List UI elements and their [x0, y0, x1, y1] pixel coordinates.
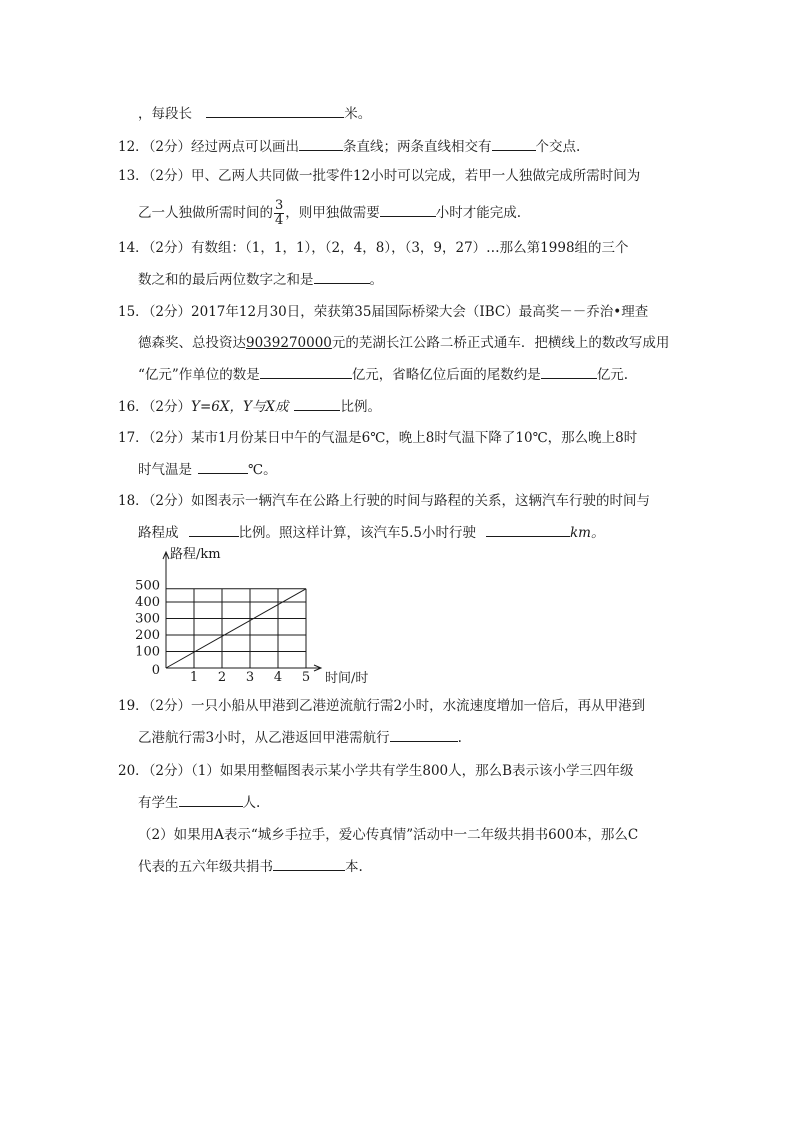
q18-text: 如图表示一辆汽车在公路上行驶的时间与路程的关系，这辆汽车行驶的时间与	[191, 493, 651, 509]
series-line	[166, 589, 306, 668]
q20-text-5: 代表的五六年级共捐书	[138, 859, 273, 875]
q11-answer-blank[interactable]	[206, 103, 344, 118]
q20-text: （1）如果用整幅图表示某小学共有学生800人，那么B表示该小学三四年级	[191, 763, 634, 779]
q20-text-4: （2）如果用A表示“城乡手拉手，爱心传真情”活动中一二年级共捐书600本，那么C	[138, 827, 639, 843]
question-15	[118, 302, 648, 322]
q20-line-3	[138, 825, 638, 845]
fraction-denominator: 4	[275, 213, 284, 228]
y-axis-label: 路程/km	[170, 547, 221, 562]
q12-text-2: 条直线；两条直线相交有	[343, 139, 492, 155]
q19-text-3: .	[457, 730, 462, 746]
y-tick-label: 400	[135, 595, 160, 610]
q18-score: （2分）	[148, 493, 192, 509]
q15-text-5: 亿元，省略亿位后面的尾数约是	[351, 367, 541, 383]
q14-score: （2分）	[148, 240, 192, 256]
q15-text-2: 德森奖、总投资达	[138, 335, 246, 351]
q15-blank-2[interactable]	[541, 364, 597, 379]
q18-text-3: 比例。照这样计算，该汽车5.5小时行驶	[238, 525, 476, 541]
q17-blank[interactable]	[198, 459, 248, 474]
q16-score: （2分）	[148, 399, 192, 415]
q14-text-2: 数之和的最后两位数字之和是	[138, 272, 314, 288]
q15-text: 2017年12月30日，荣获第35届国际桥梁大会（IBC）最高奖－－乔治•理查	[191, 304, 649, 320]
y-tick-label: 500	[135, 578, 160, 594]
question-19	[118, 696, 645, 716]
q12-text: 经过两点可以画出	[191, 139, 300, 155]
y-tick-label: 100	[135, 644, 160, 660]
q19-text-2: 乙港航行需3小时，从乙港返回甲港需航行	[138, 730, 390, 746]
q12-text-3: 个交点.	[535, 139, 581, 155]
question-12	[118, 136, 580, 157]
q18-unit: km。	[569, 525, 605, 541]
q20-blank-1[interactable]	[179, 792, 243, 807]
q17-text-3: ℃。	[248, 462, 277, 478]
q15-text-6: 亿元.	[596, 367, 629, 383]
q14-line-2	[138, 269, 383, 290]
question-20	[118, 761, 634, 781]
q17-score: （2分）	[148, 430, 192, 446]
x-tick-label: 3	[245, 670, 255, 685]
q20-text-6: 本.	[345, 859, 363, 875]
fraction-numerator: 3	[275, 198, 284, 213]
q16-number: 16．	[118, 399, 149, 415]
chart-ticks	[135, 579, 310, 686]
chart-axes	[163, 552, 321, 671]
q20-blank-2[interactable]	[273, 856, 345, 871]
q13-line-2	[138, 198, 521, 228]
q13-score: （2分）	[148, 168, 192, 184]
q11-unit: 米。	[344, 106, 372, 122]
q18-blank-1[interactable]	[189, 522, 239, 537]
q11-text: ，每段长	[138, 106, 192, 122]
q13-text: 甲、乙两人共同做一批零件12小时可以完成，若甲一人独做完成所需时间为	[191, 168, 641, 184]
q16-blank[interactable]	[294, 396, 340, 411]
fraction-three-quarters	[274, 199, 284, 228]
x-tick-label: 2	[217, 670, 227, 685]
q20-line-4	[138, 856, 363, 877]
q14-number: 14．	[118, 240, 149, 256]
q15-number: 15．	[118, 304, 149, 320]
q11-line	[138, 103, 371, 124]
q19-number: 19．	[118, 698, 149, 714]
q16-text-2: 比例。	[340, 399, 381, 415]
x-axis-label: 时间/时	[325, 671, 369, 685]
chart-series	[166, 589, 306, 668]
x-tick-label: 5	[301, 670, 311, 685]
q20-line-2	[138, 792, 260, 813]
q14-text: 有数组：（1，1，1），（2，4，8），（3，9，27）…那么第1998组的三个	[191, 240, 629, 256]
q15-text-4: “亿元”作单位的数是	[138, 367, 260, 383]
q20-number: 20．	[118, 763, 149, 779]
y-tick-label: 300	[135, 611, 160, 627]
q12-blank-1[interactable]	[299, 136, 343, 151]
q12-score: （2分）	[148, 139, 192, 155]
q16-text: Y=6X，Y与X成	[191, 399, 289, 415]
q20-text-2: 有学生	[138, 795, 179, 811]
q13-number: 13．	[118, 168, 149, 184]
question-13	[118, 166, 640, 186]
q17-text-2: 时气温是	[138, 462, 192, 478]
q19-line-2	[138, 727, 462, 748]
q14-blank[interactable]	[314, 269, 370, 284]
q17-number: 17．	[118, 430, 149, 446]
y-tick-label: 200	[135, 628, 160, 643]
q20-text-3: 人.	[242, 795, 261, 811]
distance-time-chart	[130, 545, 390, 685]
y-tick-label: 0	[151, 663, 160, 678]
q19-text: 一只小船从甲港到乙港逆流航行需2小时，水流速度增加一倍后，再从甲港到	[191, 698, 646, 714]
x-tick-label: 1	[189, 670, 199, 685]
q18-text-2: 路程成	[138, 525, 179, 541]
q18-number: 18．	[118, 493, 149, 509]
question-17	[118, 428, 637, 448]
q19-score: （2分）	[148, 698, 192, 714]
q15-line-2	[138, 333, 669, 353]
question-16	[118, 396, 381, 417]
q15-text-3: 元的芜湖长江公路二桥正式通车．把横线上的数改写成用	[331, 335, 670, 351]
q13-text-4: 小时才能完成.	[435, 205, 522, 221]
q17-text: 某市1月份某日中午的气温是6℃，晚上8时气温下降了10℃，那么晚上8时	[191, 430, 638, 446]
q18-blank-2[interactable]	[486, 522, 570, 537]
q12-number: 12．	[118, 139, 149, 155]
q17-line-2	[138, 459, 277, 480]
q12-blank-2[interactable]	[492, 136, 536, 151]
q13-text-2: 乙一人独做所需时间的	[138, 205, 273, 221]
q15-line-3	[138, 364, 628, 385]
q20-score: （2分）	[148, 763, 192, 779]
question-14	[118, 238, 629, 258]
q15-blank-1[interactable]	[260, 364, 352, 379]
q13-blank[interactable]	[380, 202, 436, 217]
q13-text-3: ，则甲独做需要	[285, 205, 380, 221]
q18-line-2	[138, 522, 604, 543]
question-18	[118, 491, 650, 511]
q14-text-3: 。	[369, 272, 383, 288]
q19-blank[interactable]	[390, 727, 458, 742]
x-tick-label: 4	[273, 670, 283, 685]
q15-score: （2分）	[148, 304, 192, 320]
underlined-number: 9039270000	[246, 335, 332, 351]
